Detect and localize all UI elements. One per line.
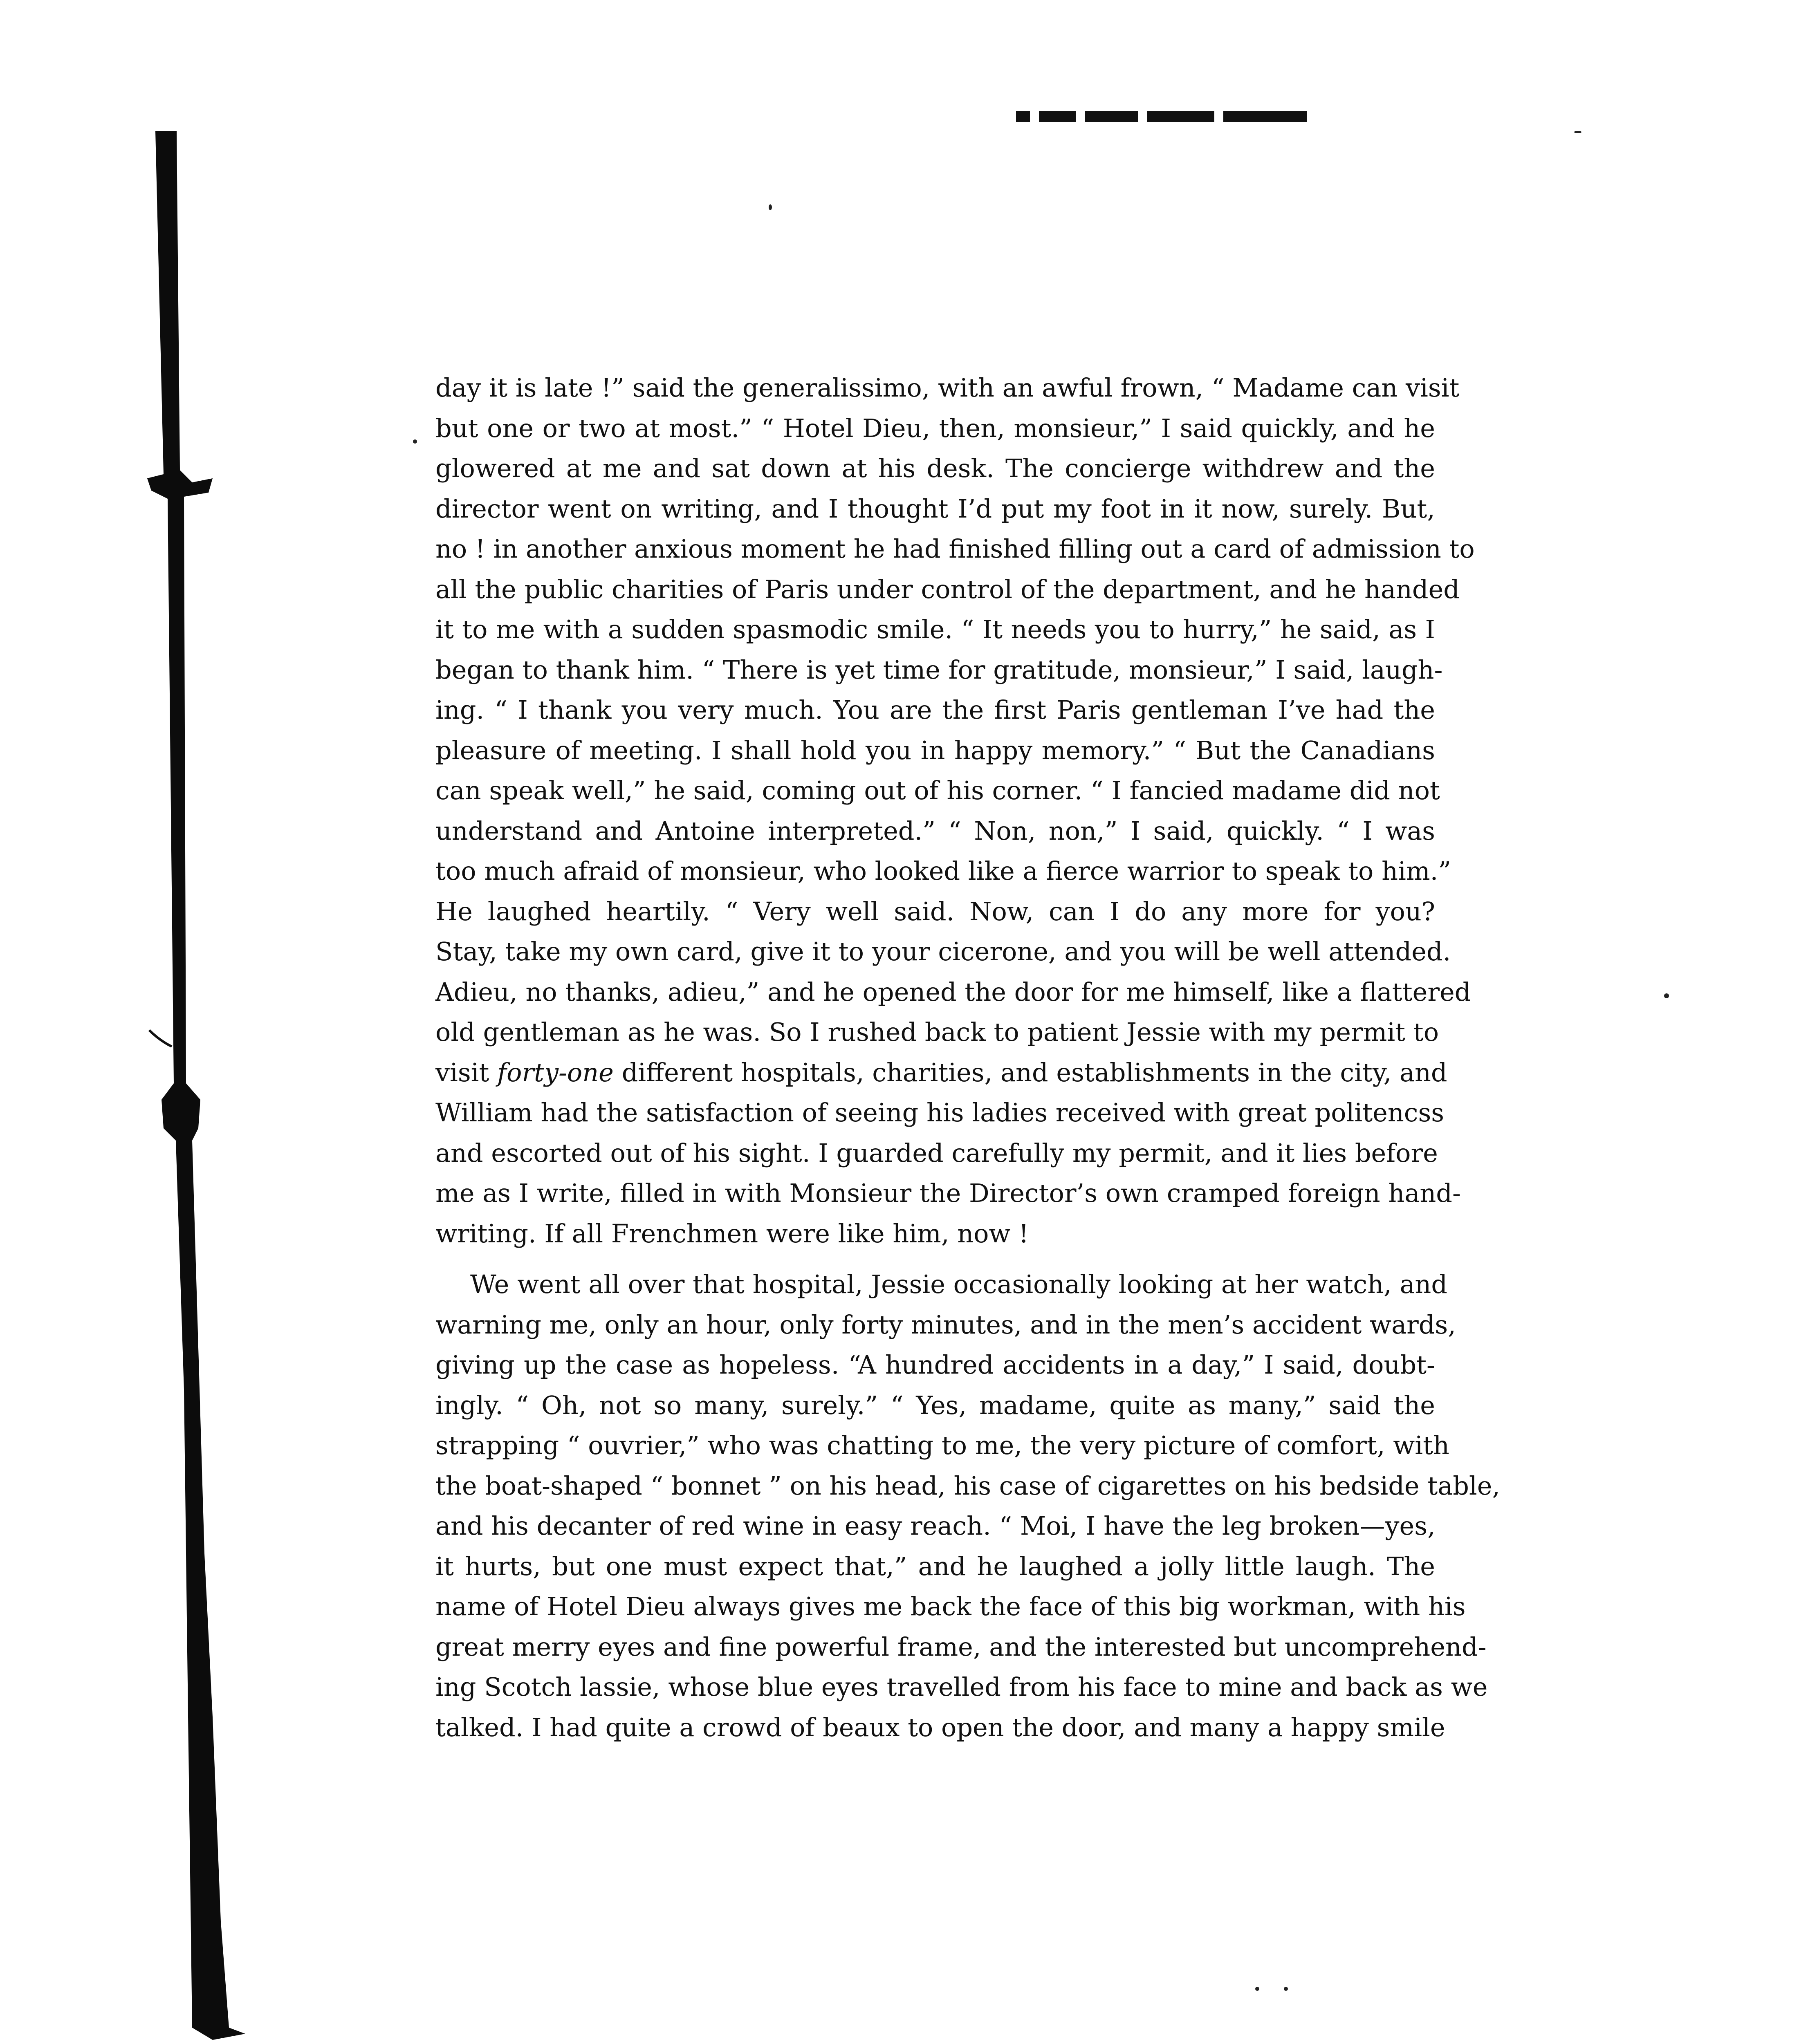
text-line: it hurts, but one must expect that,” and he laughed a jolly little laugh. The xyxy=(435,1551,1435,1581)
text-line: Stay, take my own card, give it to your cicerone, and you will be well attended. xyxy=(435,937,1451,966)
text-line: name of Hotel Dieu always gives me back the face of this big workman, with his xyxy=(435,1591,1466,1621)
scan-speck xyxy=(769,204,772,210)
line-text: visit xyxy=(435,1057,498,1087)
text-line: understand and Antoine interpreted.” “ Non, non,” I said, quickly. “ I was xyxy=(435,816,1435,846)
text-line: ing. “ I thank you very much. You are the first Paris gentleman I’ve had the xyxy=(435,695,1435,725)
text-line: pleasure of meeting. I shall hold you in happy memory.” “ But the Canadians xyxy=(435,735,1435,765)
text-line: warning me, only an hour, only forty minutes, and in the men’s accident wards, xyxy=(435,1309,1456,1340)
italic-emphasis: forty-one xyxy=(497,1057,614,1087)
page-body-text xyxy=(435,368,1501,1748)
header-rule xyxy=(1016,110,1307,122)
text-line: day it is late !” said the generalissimo, with an awful frown, “ Madame can visit xyxy=(435,373,1460,403)
text-line: but one or two at most.” “ Hotel Dieu, then, monsieur,” I said quickly, and he xyxy=(435,413,1435,443)
text-line: William had the satisfaction of seeing his ladies received with great politencss xyxy=(435,1098,1445,1127)
scan-speck xyxy=(1664,993,1669,998)
scan-speck xyxy=(1284,1987,1288,1991)
text-line: He laughed heartily. “ Very well said. Now, can I do any more for you? xyxy=(435,896,1435,926)
text-line: ing Scotch lassie, whose blue eyes travelled from his face to mine and back as we xyxy=(435,1672,1488,1702)
text-line: it to me with a sudden spasmodic smile. “ It needs you to hurry,” he said, as I xyxy=(435,614,1435,644)
text-line: all the public charities of Paris under control of the department, and he handed xyxy=(435,574,1460,604)
text-line: We went all over that hospital, Jessie occasionally looking at her watch, and xyxy=(470,1269,1448,1299)
text-line: director went on writing, and I thought I’d put my foot in it now, surely. But, xyxy=(435,493,1435,524)
text-line: me as I write, filled in with Monsieur the Director’s own cramped foreign hand- xyxy=(435,1178,1461,1208)
scan-speck xyxy=(1574,131,1581,133)
text-line: and his decanter of red wine in easy reach. “ Moi, I have the leg broken—yes, xyxy=(435,1511,1436,1541)
line-text: different hospitals, charities, and establishments in the city, and xyxy=(613,1057,1447,1087)
text-line: writing. If all Frenchmen were like him, now ! xyxy=(435,1218,1029,1248)
scan-speck xyxy=(1255,1987,1259,1991)
text-line: glowered at me and sat down at his desk. The concierge withdrew and the xyxy=(435,453,1435,483)
text-line xyxy=(435,1053,1447,1093)
text-line: giving up the case as hopeless. “A hundred accidents in a day,” I said, doubt- xyxy=(435,1350,1435,1380)
paragraph xyxy=(435,368,1475,1254)
text-line: old gentleman as he was. So I rushed back to patient Jessie with my permit to xyxy=(435,1017,1439,1047)
text-line: no ! in another anxious moment he had finished filling out a card of admission to xyxy=(435,534,1475,564)
text-line: talked. I had quite a crowd of beaux to open the door, and many a happy smile xyxy=(435,1712,1445,1742)
text-line: can speak well,” he said, coming out of his corner. “ I fancied madame did not xyxy=(435,775,1440,805)
text-line: Adieu, no thanks, adieu,” and he opened the door for me himself, like a flattered xyxy=(435,977,1471,1007)
text-line: too much afraid of monsieur, who looked like a fierce warrior to speak to him.” xyxy=(435,856,1451,886)
text-line: great merry eyes and fine powerful frame, and the interested but uncomprehend- xyxy=(435,1632,1487,1662)
text-line: strapping “ ouvrier,” who was chatting to me, the very picture of comfort, with xyxy=(435,1430,1449,1460)
text-line: began to thank him. “ There is yet time for gratitude, monsieur,” I said, laugh- xyxy=(435,654,1443,685)
text-line: and escorted out of his sight. I guarded carefully my permit, and it lies before xyxy=(435,1138,1438,1168)
text-line: the boat-shaped “ bonnet ” on his head, his case of cigarettes on his bedside table, xyxy=(435,1470,1501,1501)
text-line: ingly. “ Oh, not so many, surely.” “ Yes, madame, quite as many,” said the xyxy=(435,1390,1435,1420)
scan-speck xyxy=(413,439,417,444)
paragraph xyxy=(435,1264,1501,1748)
